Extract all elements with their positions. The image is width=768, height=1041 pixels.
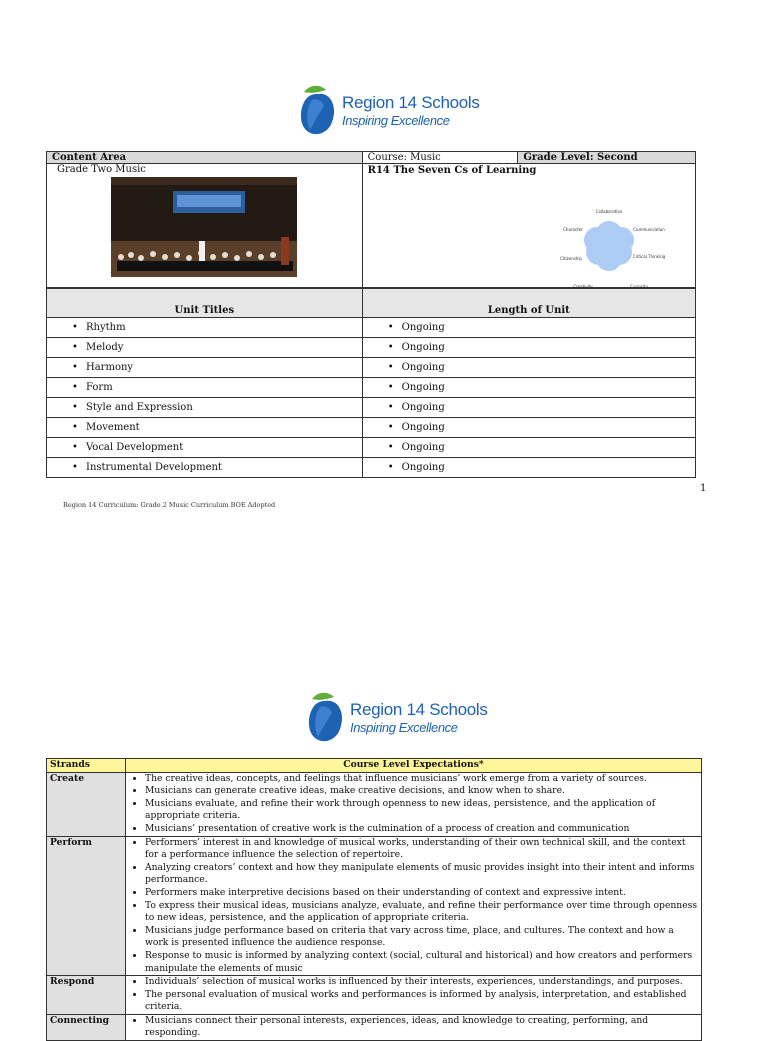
strand-row	[47, 772, 702, 836]
seven-cs-label: Collaboration	[595, 209, 622, 214]
expectation-item: • Musicians’ presentation of creative work is the culmination of a process of creation and communication	[145, 823, 698, 836]
unit-length: Ongoing	[401, 321, 445, 333]
unit-title: Style and Expression	[86, 401, 193, 413]
strand-row	[47, 976, 702, 1015]
apple-logo-icon	[306, 689, 346, 745]
length-of-unit-header: Length of Unit	[362, 288, 695, 318]
strand-name: Respond	[47, 976, 126, 1015]
page-number: 1	[700, 483, 707, 494]
expectation-item: • Response to music is informed by analyzing context (social, cultural and historical) and how creators and performers manipulate the elements of music	[145, 950, 698, 975]
unit-row: • Movement • Ongoing	[47, 417, 696, 437]
seven-cs-label: Character	[562, 227, 583, 232]
strand-name: Connecting	[47, 1014, 126, 1040]
unit-length: Ongoing	[401, 441, 445, 453]
apple-logo-icon	[298, 82, 338, 138]
course-label: Course: Music	[362, 152, 518, 164]
unit-length: Ongoing	[401, 461, 445, 473]
district-logo	[298, 82, 480, 138]
grade-title: Grade Two Music	[57, 164, 146, 175]
seven-cs-diagram	[529, 196, 689, 289]
district-logo	[306, 689, 488, 745]
page-footer: Region 14 Curriculum: Grade 2 Music Curriculum BOE Adopted	[63, 501, 276, 509]
unit-length: Ongoing	[401, 341, 445, 353]
unit-length: Ongoing	[401, 401, 445, 413]
grade-level-label: Grade Level: Second	[518, 152, 696, 164]
seven-cs-label: Citizenship	[559, 256, 582, 261]
strands-header: Strands	[47, 759, 126, 773]
unit-title: Melody	[86, 341, 124, 353]
strand-name: Create	[47, 772, 126, 836]
content-area-header: Content Area	[47, 152, 363, 164]
unit-row: • Harmony • Ongoing	[47, 357, 696, 377]
seven-cs-label: Curiosity	[629, 284, 648, 289]
unit-row: • Rhythm • Ongoing	[47, 317, 696, 337]
unit-title: Movement	[86, 421, 140, 433]
seven-cs-title: R14 The Seven Cs of Learning	[367, 165, 537, 176]
strand-name: Perform	[47, 836, 126, 976]
unit-titles-header: Unit Titles	[47, 288, 363, 318]
unit-title: Instrumental Development	[86, 461, 222, 473]
logo-name: Region 14 Schools	[350, 699, 488, 719]
unit-title: Vocal Development	[86, 441, 184, 453]
unit-length: Ongoing	[401, 361, 445, 373]
unit-length: Ongoing	[401, 381, 445, 393]
unit-title: Form	[86, 381, 113, 393]
unit-row: • Vocal Development • Ongoing	[47, 437, 696, 457]
expectation-item: • Individuals’ selection of musical works is influenced by their interests, experiences, understandings, and purposes.	[145, 976, 698, 989]
logo-tagline: Inspiring Excellence	[350, 719, 458, 735]
unit-row: • Instrumental Development • Ongoing	[47, 457, 696, 477]
expectation-item: • The personal evaluation of musical works and performances is informed by analysis, interpretation, and established criteria.	[145, 989, 698, 1014]
expectation-item: • Analyzing creators’ context and how they manipulate elements of music provides insight into their intent and informs performance.	[145, 862, 698, 887]
expectation-item: • To express their musical ideas, musicians analyze, evaluate, and refine their performance over time through openness to new ideas, persistence, and the application of appropriate criteria.	[145, 900, 698, 925]
course-overview-table	[46, 151, 696, 478]
logo-tagline: Inspiring Excellence	[342, 112, 450, 128]
expectation-item: • Musicians connect their personal interests, experiences, ideas, and knowledge to creating, performing, and responding.	[145, 1015, 698, 1040]
expectations-header: Course Level Expectations*	[126, 759, 702, 773]
strand-row	[47, 1014, 702, 1040]
unit-row: • Style and Expression • Ongoing	[47, 397, 696, 417]
expectation-item: • Performers make interpretive decisions based on their understanding of context and expressive intent.	[145, 887, 698, 900]
unit-title: Harmony	[86, 361, 134, 373]
seven-cs-label: Communication	[632, 227, 665, 232]
expectation-item: • Musicians can generate creative ideas, make creative decisions, and know when to share.	[145, 785, 698, 798]
expectation-item: • Musicians evaluate, and refine their work through openness to new ideas, persistence, and the application of appropriate criteria.	[145, 798, 698, 823]
strand-row	[47, 836, 702, 976]
logo-name: Region 14 Schools	[342, 92, 480, 112]
seven-cs-label: Critical Thinking	[632, 254, 665, 259]
expectation-item: • The creative ideas, concepts, and feelings that influence musicians’ work emerge from a variety of sources.	[145, 773, 698, 786]
seven-cs-label: Creativity	[572, 284, 593, 289]
unit-row: • Form • Ongoing	[47, 377, 696, 397]
course-expectations-table	[46, 758, 702, 1041]
orchestra-photo	[111, 177, 297, 277]
expectation-item: • Performers’ interest in and knowledge of musical works, understanding of their own technical skill, and the context for a performance influence the selection of repertoire.	[145, 837, 698, 862]
expectation-item: • Musicians judge performance based on criteria that vary across time, place, and cultures. The context and how a work is presented influence the audience response.	[145, 925, 698, 950]
unit-title: Rhythm	[86, 321, 126, 333]
unit-length: Ongoing	[401, 421, 445, 433]
unit-row: • Melody • Ongoing	[47, 337, 696, 357]
